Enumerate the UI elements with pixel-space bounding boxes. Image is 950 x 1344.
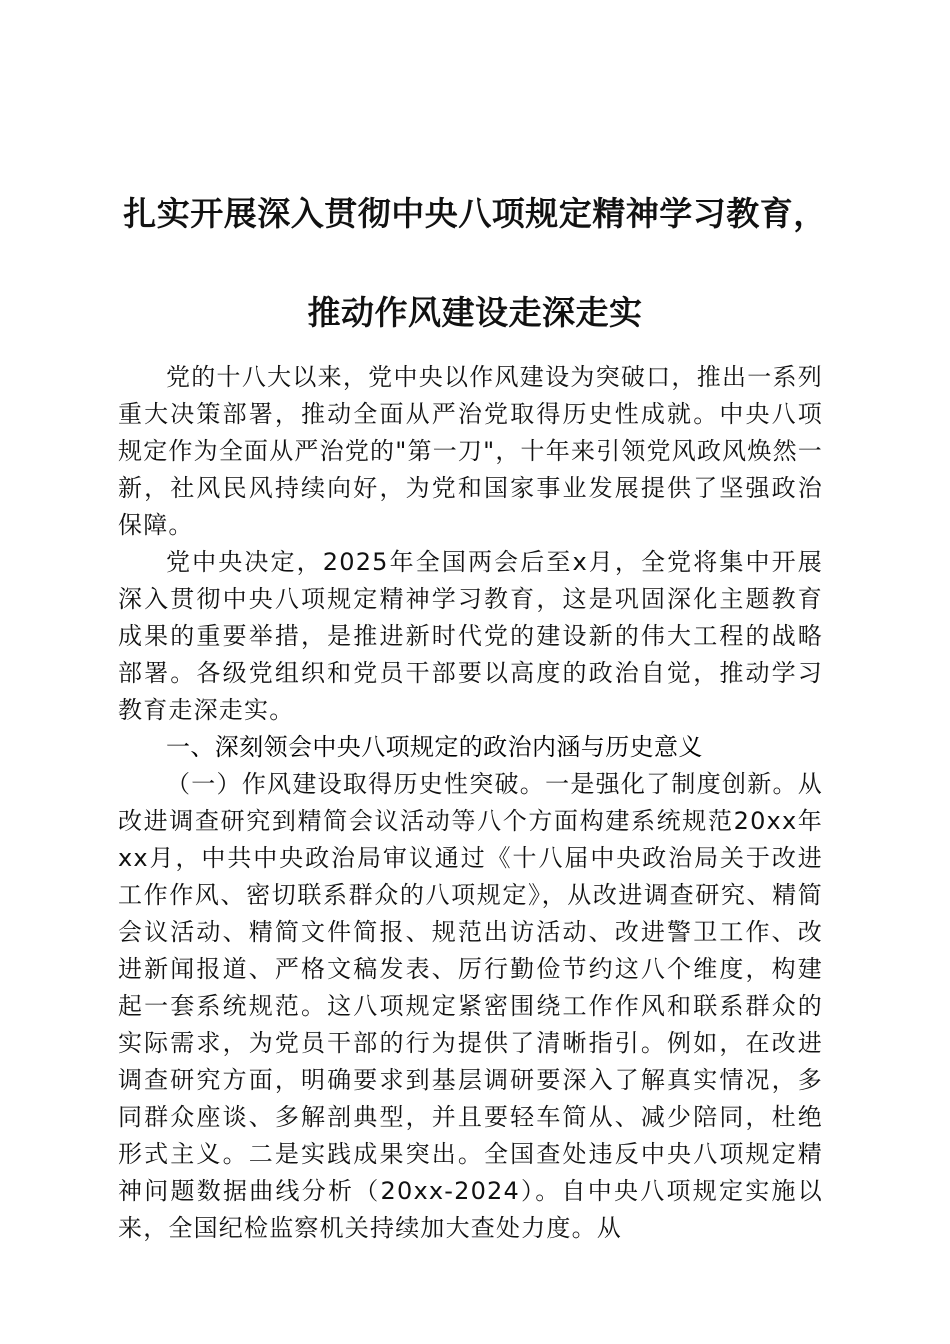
- paragraph-intro: 党的十八大以来，党中央以作风建设为突破口，推出一系列重大决策部署，推动全面从严治党取得历史性成就。中央八项规定作为全面从严治党的"第一刀"，十年来引领党风政风焕然一新，社风民风持续向好，为党和国家事业发展提供了坚强政治保障。: [118, 363, 823, 539]
- paragraph-decision: 党中央决定，2025年全国两会后至x月，全党将集中开展深入贯彻中央八项规定精神学习教育，这是巩固深化主题教育成果的重要举措，是推进新时代党的建设新的伟大工程的战略部署。各级党组织和党员干部要以高度的政治自觉，推动学习教育走深走实。: [118, 548, 823, 724]
- paragraph-section-1-1: （一）作风建设取得历史性突破。一是强化了制度创新。从改进调查研究到精简会议活动等八个方面构建系统规范20xx年xx月，中共中央政治局审议通过《十八届中央政治局关于改进工作作风、密切联系群众的八项规定》，从改进调查研究、精简会议活动、精简文件简报、规范出访活动、改进警卫工作、改进新闻报道、严格文稿发表、厉行勤俭节约这八个维度，构建起一套系统规范。这八项规定紧密围绕工作作风和联系群众的实际需求，为党员干部的行为提供了清晰指引。例如，在改进调查研究方面，明确要求到基层调研要深入了解真实情况，多同群众座谈、多解剖典型，并且要轻车简从、减少陪同，杜绝形式主义。二是实践成果突出。全国查处违反中央八项规定精神问题数据曲线分析（20xx-2024）。自中央八项规定实施以来，全国纪检监察机关持续加大查处力度。从: [118, 770, 823, 1242]
- section-heading-1: 一、深刻领会中央八项规定的政治内涵与历史意义: [166, 733, 703, 761]
- document-body: [118, 359, 823, 1247]
- document-title-line-1: 扎实开展深入贯彻中央八项规定精神学习教育，: [123, 194, 827, 234]
- document-title-line-2: 推动作风建设走深走实: [307, 293, 643, 333]
